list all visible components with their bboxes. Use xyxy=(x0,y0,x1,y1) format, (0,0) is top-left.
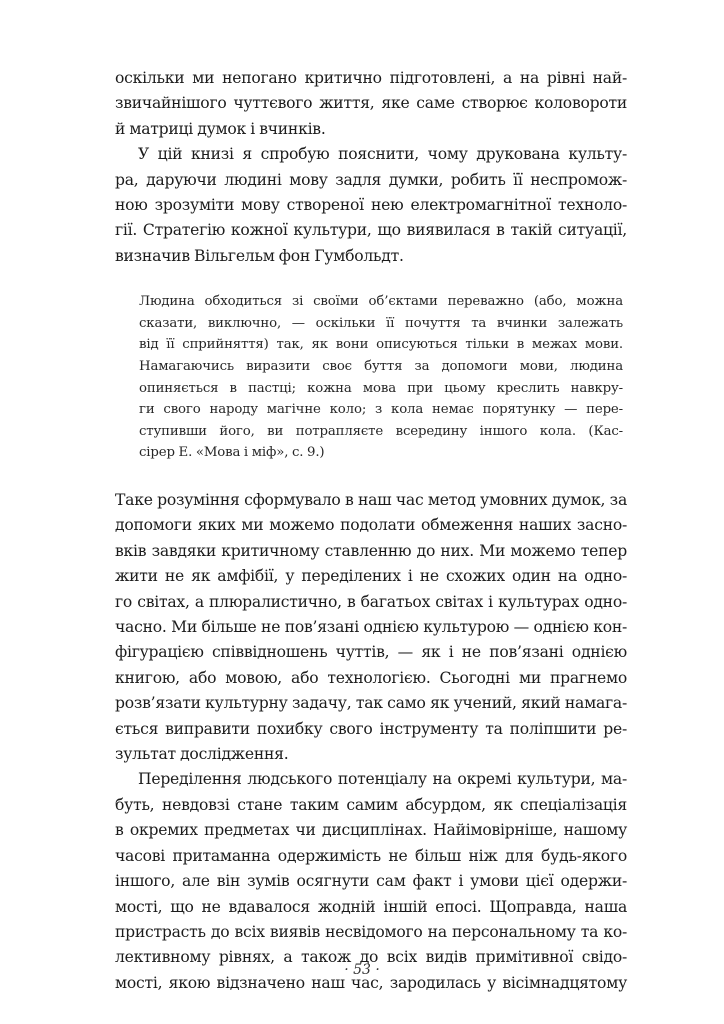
text-line: в окремих предметах чи дисциплінах. Найімовірніше, нашому xyxy=(115,821,627,840)
text-line: ється виправити похибку свого інструменту та поліпшити ре- xyxy=(115,719,627,738)
text-line: розв’язати культурну задачу, так само як учений, який намага- xyxy=(115,694,627,713)
quote-line: сірер Е. «Мова і міф», с. 9.) xyxy=(139,445,325,461)
text-line: лективному рівнях, а також до всіх видів примітивної свідо- xyxy=(115,948,627,967)
text-line: мості, що не вдавалося жодній іншій епосі. Щоправда, наша xyxy=(115,897,627,916)
page-content xyxy=(115,66,627,996)
text-line: книгою, або мовою, або технологією. Сьогодні ми прагнемо xyxy=(115,668,627,687)
text-line: часові притаманна одержимість не більш ніж для будь-якого xyxy=(115,846,627,865)
text-line: фігурацією співвідношень чуттів, — як і не пов’язані однією xyxy=(115,643,627,662)
text-line: зультат дослідження. xyxy=(115,745,289,764)
quote-line: Людина обходиться зі своїми об’єктами переважно (або, можна xyxy=(139,294,623,310)
text-line: жити не як амфібії, у переділених і не схожих один на одно- xyxy=(115,567,627,586)
text-line: визначив Вільгельм фон Гумбольдт. xyxy=(115,246,404,265)
block-quote xyxy=(139,291,623,464)
quote-line: сказати, виключно, — оскільки її почуття та вчинки залежать xyxy=(139,315,623,331)
page-number: · 53 · xyxy=(344,962,380,978)
text-line: гії. Стратегію кожної культури, що виявилася в такій ситуації, xyxy=(115,221,627,240)
paragraph xyxy=(115,488,627,767)
text-line: буть, невдовзі стане таким самим абсурдом, як спеціалізація xyxy=(115,795,627,814)
text-line: допомоги яких ми можемо подолати обмеження наших засно- xyxy=(115,516,627,535)
text-line: пристрасть до всіх виявів несвідомого на персональному та ко- xyxy=(115,922,627,941)
text-line: й матриці думок і вчинків. xyxy=(115,119,326,138)
quote-line: ги свого народу магічне коло; з кола немає порятунку — пере- xyxy=(139,402,623,418)
text-line: Таке розуміння сформувало в наш час метод умовних думок, за xyxy=(115,491,627,509)
text-line: мості, якою відзначено наш час, зародилась у вісімнадцятому xyxy=(115,973,627,992)
text-line: часно. Ми більше не пов’язані однією культурою — однією кон- xyxy=(115,618,627,637)
quote-line: ступивши його, ви потрапляєте всередину іншого кола. (Кас- xyxy=(139,423,623,439)
text-line: Переділення людського потенціалу на окремі культури, ма- xyxy=(138,770,627,789)
text-line: ра, даруючи людині мову задля думки, робить її неспромож- xyxy=(115,170,627,189)
paragraph-continuation xyxy=(115,66,627,142)
text-line: звичайнішого чуттєвого життя, яке саме створює коловороти xyxy=(115,94,627,113)
paragraph xyxy=(115,142,627,269)
text-line: вків завдяки критичному ставленню до них. Ми можемо тепер xyxy=(115,541,627,560)
text-line: го світах, а плюралистично, в багатьох світах і культурах одно- xyxy=(115,592,627,611)
quote-line: опиняється в пастці; кожна мова при цьому креслить навкру- xyxy=(139,380,623,396)
text-line: іншого, але він зумів осягнути сам факт і умови цієї одержи- xyxy=(115,872,627,891)
text-line: У цій книзі я спробую пояснити, чому друкована культу- xyxy=(138,145,627,164)
quote-line: Намагаючись виразити своє буття за допомоги мови, людина xyxy=(139,359,623,375)
text-line: ною зрозуміти мову створеної нею електромагнітної техноло- xyxy=(115,196,627,215)
text-line: оскільки ми непогано критично підготовлені, а на рівні най- xyxy=(115,69,627,87)
quote-line: від її сприйняття) так, як вони описуються тільки в межах мови. xyxy=(139,337,623,353)
